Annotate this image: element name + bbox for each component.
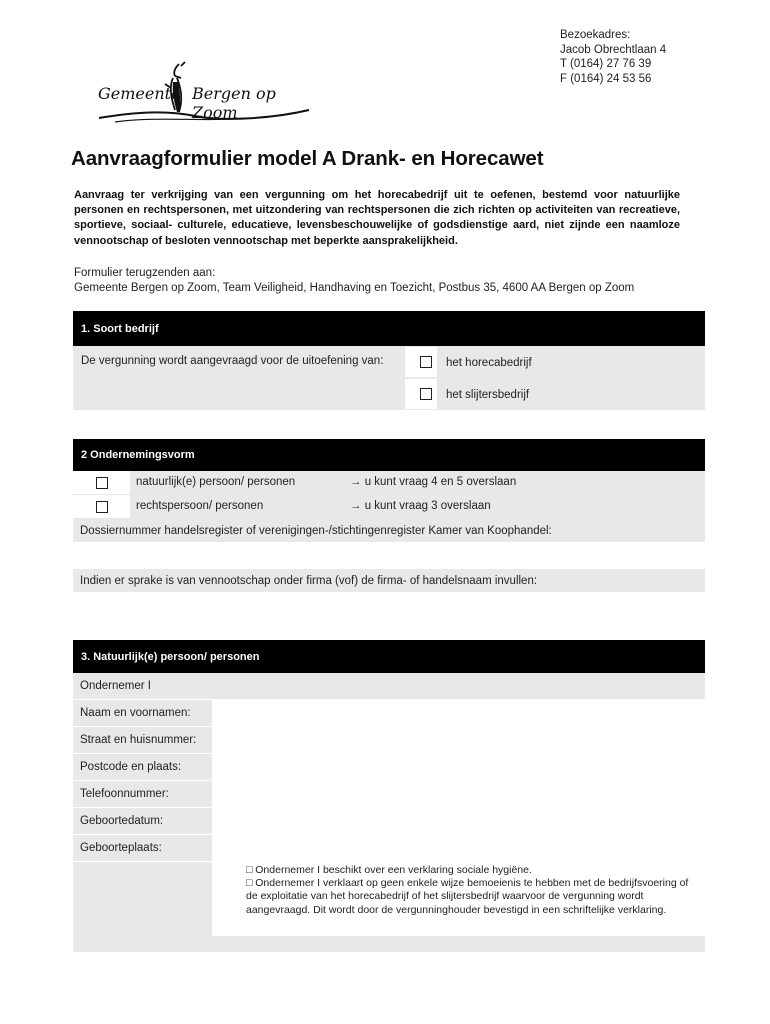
return-label: Formulier terugzenden aan: xyxy=(74,267,216,279)
intro-text: Aanvraag ter verkrijging van een vergunning om het horecabedrijf uit te oefenen, bestemd voor natuurlijke personen en rechtspersonen, met uitzondering van rechtspersonen die zich richten op activiteiten van recreatieve, sportieve, sociaal- culturele, educatieve, levensbeschouwelijke of godsdienstige aard, niet zijnde een naamloze vennootschap of besloten vennootschap met beperkte aansprakelijkheid. xyxy=(74,189,680,247)
field-label: Straat en huisnummer: xyxy=(73,727,212,753)
postcode-input[interactable] xyxy=(212,754,705,780)
section-header: 1. Soort bedrijf xyxy=(73,311,705,346)
option-horecabedrijf xyxy=(405,347,705,378)
section-footer xyxy=(73,936,705,952)
declaration-no-involvement[interactable]: □ Ondernemer I verklaart op geen enkele wijze bemoeienis te hebben met de bedrijfsvoering of de exploitatie van het horecabedrijf of het slijtersbedrijf waarvoor de vergunning wordt aangevraagd. Dit wordt door de vergunninghouder bevestigd in een schriftelijke verklaring. xyxy=(246,877,689,916)
option-label: het horecabedrijf xyxy=(446,356,532,369)
checkbox-natural-person[interactable] xyxy=(96,477,108,489)
phone-input[interactable] xyxy=(212,781,705,807)
option-note: → u kunt vraag 3 overslaan xyxy=(350,500,491,512)
municipality-logo xyxy=(95,58,325,128)
field-row-street xyxy=(73,727,705,754)
section-natural-person xyxy=(73,640,705,952)
logo-word-bergen: Bergen op Zoom xyxy=(192,84,276,122)
declarations-text xyxy=(212,862,705,936)
birthdate-input[interactable] xyxy=(212,808,705,834)
field-label: Postcode en plaats: xyxy=(73,754,212,780)
option-natural-person xyxy=(73,471,705,495)
declarations xyxy=(73,862,705,936)
visit-address xyxy=(560,28,666,86)
option-label: rechtspersoon/ personen xyxy=(136,500,264,512)
field-label: Geboorteplaats: xyxy=(73,835,212,861)
checkbox-cell xyxy=(73,471,130,494)
field-row-birthdate xyxy=(73,808,705,835)
checkbox-cell xyxy=(73,495,130,518)
declaration-hygiene[interactable]: □ Ondernemer I beschikt over een verklaring sociale hygiëne. xyxy=(246,864,532,876)
field-label: Telefoonnummer: xyxy=(73,781,212,807)
birthplace-input[interactable] xyxy=(212,835,705,861)
checkbox-legal-person[interactable] xyxy=(96,501,108,513)
section-header: 2 Ondernemingsvorm xyxy=(73,439,705,471)
street-input[interactable] xyxy=(212,727,705,753)
option-label: natuurlijk(e) persoon/ personen xyxy=(136,476,296,488)
firm-name-input[interactable] xyxy=(73,593,705,619)
checkbox-slijtersbedrijf[interactable] xyxy=(420,388,432,400)
section-business-type xyxy=(73,311,705,410)
return-address xyxy=(74,266,634,295)
dossier-input[interactable] xyxy=(73,543,705,569)
address-street: Jacob Obrechtlaan 4 xyxy=(560,43,667,56)
section-company-form xyxy=(73,439,705,619)
field-row-birthplace xyxy=(73,835,705,862)
field-label: Naam en voornamen: xyxy=(73,700,212,726)
checkbox-cell xyxy=(405,347,437,377)
subheader-label: Ondernemer I xyxy=(73,673,705,699)
section-body xyxy=(73,346,705,410)
page-title: Aanvraagformulier model A Drank- en Horecawet xyxy=(71,147,544,170)
logo-word-gemeente: Gemeente xyxy=(98,84,181,103)
address-label: Bezoekadres: xyxy=(560,29,631,41)
option-note: → u kunt vraag 4 en 5 overslaan xyxy=(350,476,517,488)
question-label: De vergunning wordt aangevraagd voor de uitoefening van: xyxy=(81,355,384,367)
option-slijtersbedrijf xyxy=(405,379,705,410)
firm-name-label: Indien er sprake is van vennootschap onder firma (vof) de firma- of handelsnaam invullen: xyxy=(73,569,705,593)
checkbox-horecabedrijf[interactable] xyxy=(420,356,432,368)
declarations-spacer xyxy=(73,862,212,936)
section-header: 3. Natuurlijk(e) persoon/ personen xyxy=(73,640,705,673)
dossier-label: Dossiernummer handelsregister of verenigingen-/stichtingenregister Kamer van Koophandel: xyxy=(73,519,705,543)
field-row-postcode xyxy=(73,754,705,781)
name-input[interactable] xyxy=(212,700,705,726)
address-phone: T (0164) 27 76 39 xyxy=(560,58,652,70)
return-details: Gemeente Bergen op Zoom, Team Veiligheid, Handhaving en Toezicht, Postbus 35, 4600 AA Bergen op Zoom xyxy=(74,281,635,294)
field-row-name xyxy=(73,700,705,727)
field-row-phone xyxy=(73,781,705,808)
address-fax: F (0164) 24 53 56 xyxy=(560,72,652,85)
field-label: Geboortedatum: xyxy=(73,808,212,834)
checkbox-cell xyxy=(405,379,437,409)
option-label: het slijtersbedrijf xyxy=(446,388,530,401)
entrepreneur-subheader xyxy=(73,673,705,700)
option-legal-person xyxy=(73,495,705,519)
